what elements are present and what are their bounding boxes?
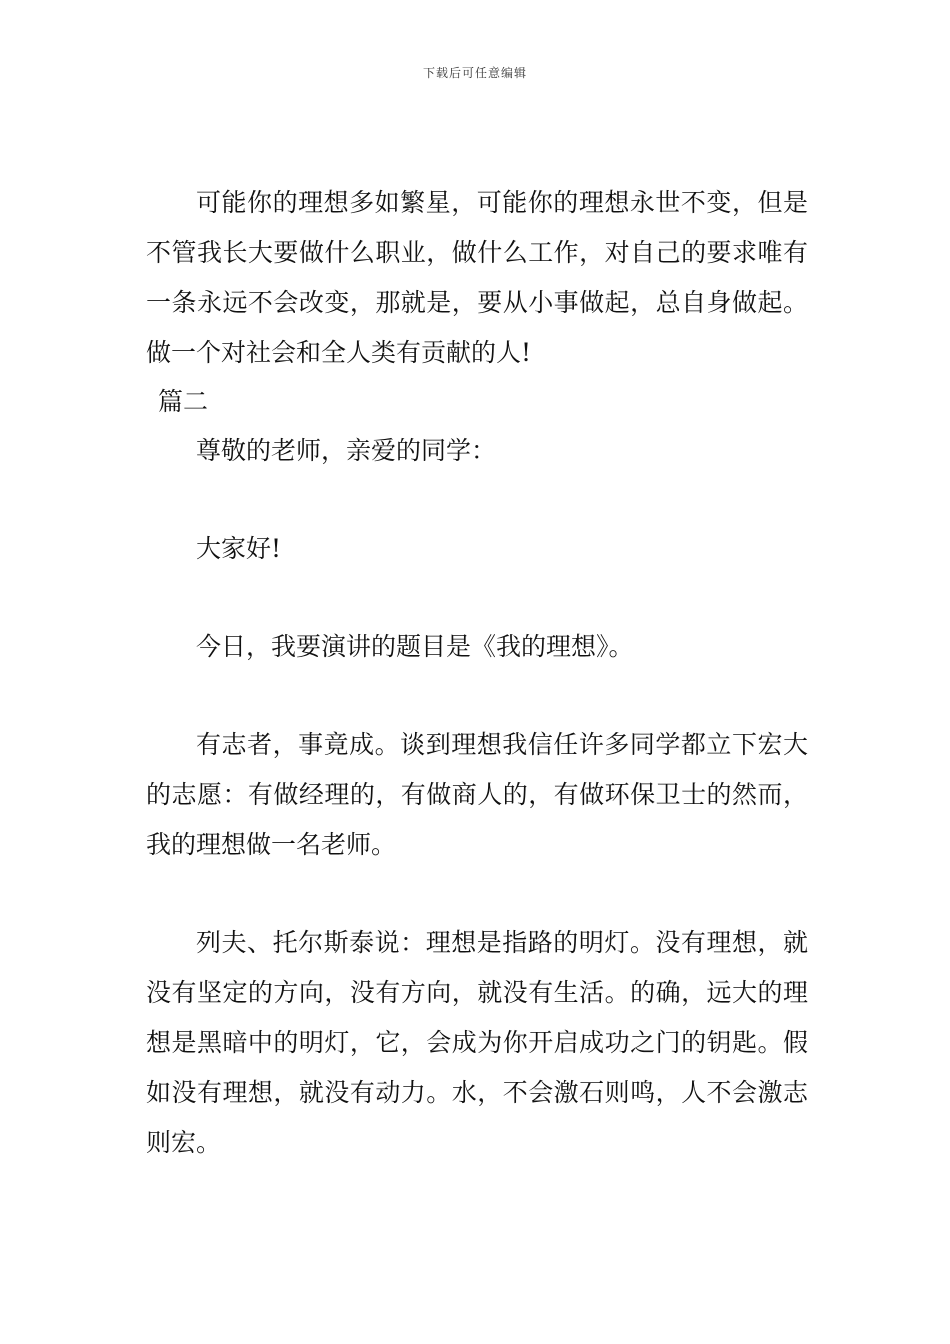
paragraph-ideal-closing: 可能你的理想多如繁星，可能你的理想永世不变，但是不管我长大要做什么职业，做什么工作，对自己的要求唯有一条永远不会改变，那就是，要从小事做起，总自身做起。做一个对社会和全人类有贡献的人! bbox=[146, 188, 808, 367]
paragraph-tolstoy-quote: 列夫、托尔斯泰说：理想是指路的明灯。没有理想，就没有坚定的方向，没有方向，就没有生活。的确，远大的理想是黑暗中的明灯，它，会成为你开启成功之门的钥匙。假如没有理想，就没有动力。水，不会激石则鸣，人不会激志则宏。 bbox=[146, 928, 808, 1157]
paragraph-aspiration: 有志者，事竟成。谈到理想我信任许多同学都立下宏大的志愿：有做经理的，有做商人的，有做环保卫士的然而，我的理想做一名老师。 bbox=[146, 730, 808, 859]
paragraph-greeting: 尊敬的老师，亲爱的同学： bbox=[196, 436, 497, 465]
spacer bbox=[146, 574, 808, 622]
section-title: 篇二 bbox=[158, 387, 209, 416]
spacer bbox=[146, 870, 808, 918]
paragraph-topic: 今日，我要演讲的题目是《我的理想》。 bbox=[196, 632, 634, 661]
paragraph-hello: 大家好! bbox=[196, 534, 282, 563]
spacer bbox=[146, 476, 808, 524]
page-header-note: 下载后可任意编辑 bbox=[422, 66, 527, 80]
document-body bbox=[146, 178, 808, 1168]
spacer bbox=[146, 672, 808, 720]
